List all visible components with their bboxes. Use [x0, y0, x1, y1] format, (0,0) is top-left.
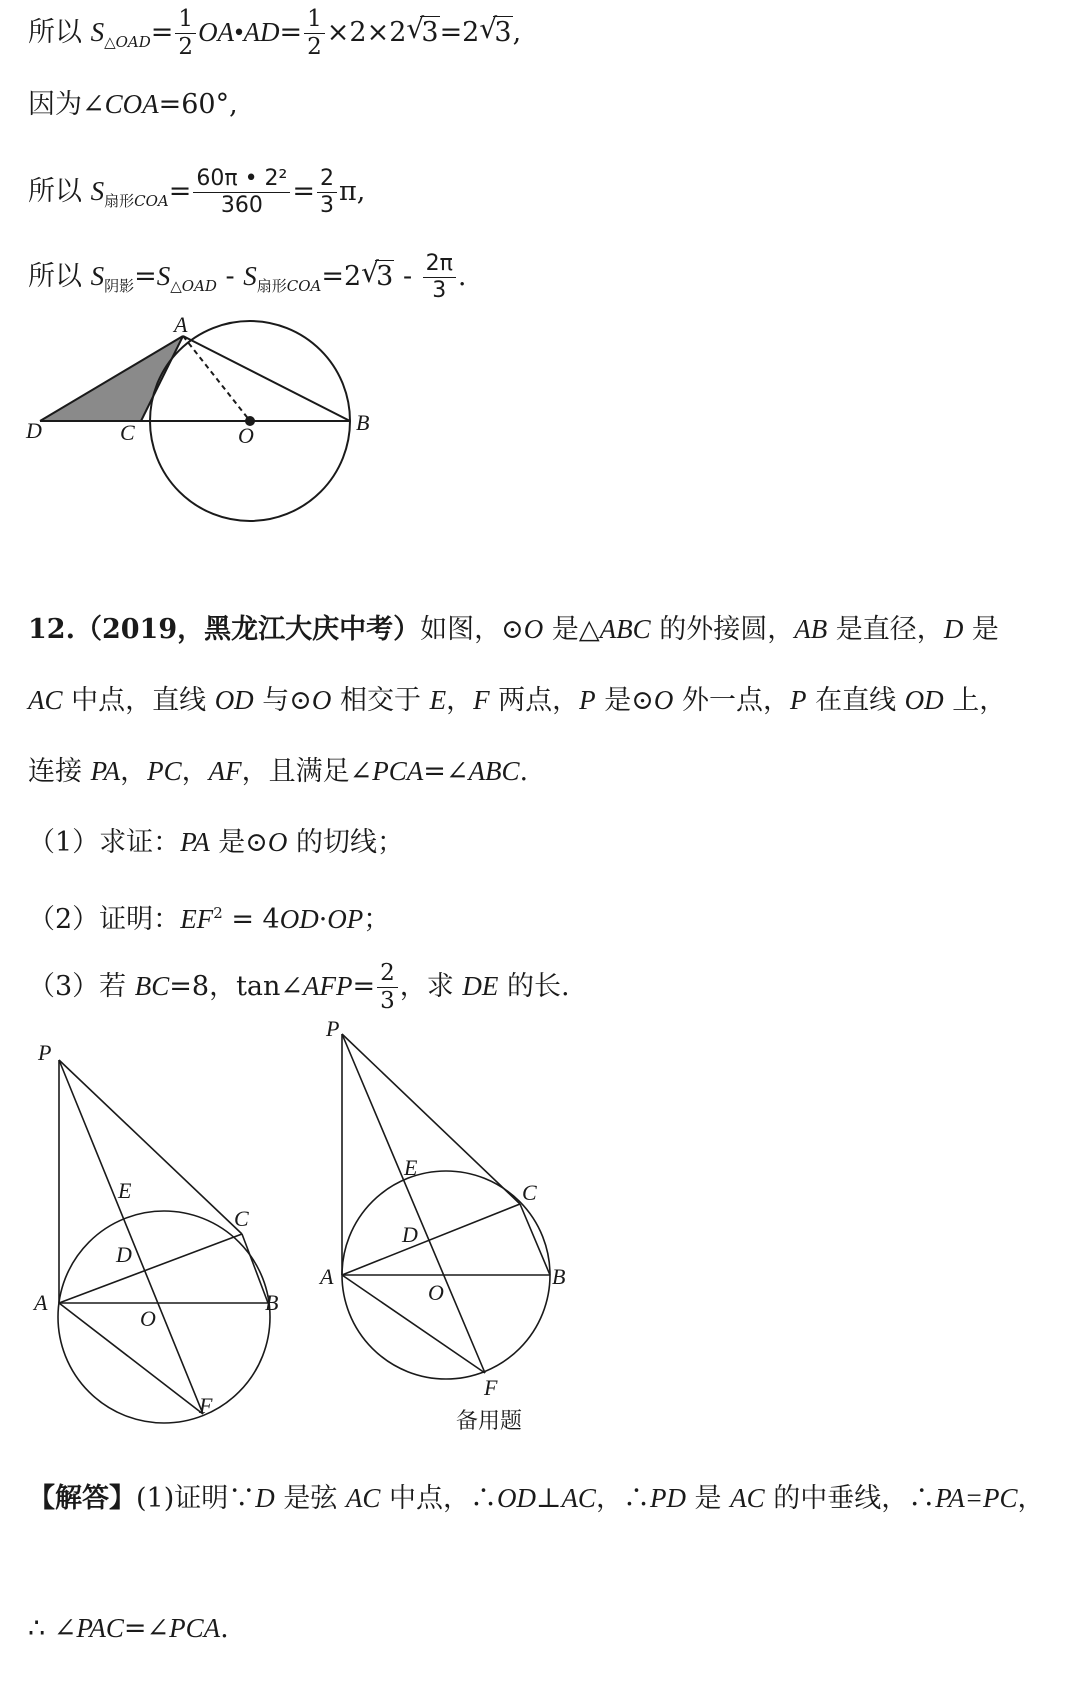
text: = [292, 176, 315, 207]
denominator: 360 [220, 193, 263, 218]
figure-3-caption: 备用题 [456, 1409, 523, 1434]
problem-12-line-3 [28, 751, 528, 792]
var: PCA [169, 1613, 221, 1643]
text: 如图，⊙ [420, 614, 524, 645]
label-B: B [552, 1264, 566, 1289]
var: OD [214, 685, 254, 715]
subscript: COA [134, 192, 169, 210]
text: 是 [685, 1483, 731, 1514]
label-E: E [404, 1155, 418, 1180]
figure-2-diagram [30, 1030, 330, 1450]
var: O [267, 827, 288, 857]
text: ，求 [399, 971, 463, 1002]
text: · [318, 904, 328, 935]
denominator: 2 [178, 34, 194, 60]
var: OD [279, 904, 319, 934]
text: =2 [321, 261, 362, 292]
var: BC [134, 971, 170, 1001]
text: ，且满足∠ [241, 756, 373, 787]
text: (1)证明∵ [136, 1483, 256, 1514]
text: 是⊙ [209, 827, 268, 858]
text: 相交于 [331, 685, 430, 716]
text: ， [181, 756, 209, 787]
var: O [311, 685, 332, 715]
text: 两点， [489, 685, 580, 716]
var: D [255, 1483, 275, 1513]
label-P: P [326, 1016, 340, 1041]
label-C: C [120, 420, 135, 445]
text: 中点，直线 [62, 685, 215, 716]
var: EF [180, 904, 214, 934]
answer-line-1 [28, 1478, 1044, 1519]
question-1 [28, 822, 404, 863]
var: OD [497, 1483, 537, 1513]
segment-PF [59, 1060, 203, 1414]
text: 是⊙ [595, 685, 654, 716]
text: ∴ ∠ [28, 1613, 77, 1644]
segment-AC [342, 1204, 520, 1275]
var: OD [904, 685, 944, 715]
text: = [134, 261, 157, 292]
solution-line-2 [28, 84, 238, 125]
numerator: 1 [175, 8, 196, 34]
fraction-half-2 [304, 8, 325, 59]
text: . [457, 261, 467, 292]
fraction-two-thirds [317, 168, 337, 217]
text: = 4 [222, 904, 280, 935]
numerator: 2 [317, 168, 337, 193]
answer-tag: 【解答】 [28, 1483, 136, 1514]
superscript: 2 [213, 904, 223, 922]
var: DE [462, 971, 499, 1001]
sqrt [479, 13, 512, 53]
solution-line-3 [28, 168, 365, 221]
label-O: O [238, 423, 254, 448]
radicand: 3 [376, 261, 394, 292]
text: 上， [943, 685, 1007, 716]
text: - [216, 261, 244, 292]
text: =8，tan∠ [169, 971, 304, 1002]
var: AFP [303, 971, 353, 1001]
label-O: O [428, 1280, 444, 1305]
label-D: D [26, 418, 42, 443]
question-3 [28, 962, 570, 1013]
text: 是△ [543, 614, 600, 645]
denominator: 3 [432, 278, 447, 303]
label-A: A [34, 1290, 48, 1315]
var: AC [345, 1483, 381, 1513]
sqrt [406, 13, 439, 53]
denominator: 3 [320, 193, 334, 218]
var: PD [649, 1483, 686, 1513]
label-P: P [38, 1040, 52, 1065]
text: （3）若 [28, 971, 135, 1002]
text: 与⊙ [253, 685, 312, 716]
subscript: △OAD [170, 277, 217, 295]
text: , [512, 17, 522, 48]
var: OP [327, 904, 364, 934]
segment-AB [183, 336, 350, 421]
radicand: 3 [494, 17, 512, 48]
text: ×2×2 [326, 17, 407, 48]
var: O [523, 614, 544, 644]
var-S: S [243, 261, 257, 291]
var: PCA [372, 756, 424, 786]
subscript: COA [286, 277, 322, 295]
var: ABC [599, 614, 651, 644]
label-C: C [234, 1206, 249, 1231]
problem-number: 12. [28, 614, 75, 645]
numerator: 1 [304, 8, 325, 34]
label-A: A [320, 1264, 334, 1289]
var: AB [794, 614, 828, 644]
text: 在直线 [806, 685, 905, 716]
text: 是直径， [827, 614, 944, 645]
question-2 [28, 893, 390, 940]
text: = [279, 17, 303, 48]
var-S: S [90, 17, 105, 47]
answer-line-2 [28, 1608, 229, 1649]
label-B: B [265, 1290, 279, 1315]
text: = [150, 17, 174, 48]
label-D: D [116, 1242, 132, 1267]
segment-PF [342, 1034, 485, 1373]
text: 因为 [28, 89, 82, 120]
text: 连接 [28, 756, 91, 787]
label-B: B [356, 410, 370, 435]
var: PC [147, 756, 182, 786]
text: 的切线； [287, 827, 405, 858]
problem-source: （2019，黑龙江大庆中考） [74, 614, 421, 645]
text: 所以 [28, 17, 82, 48]
numerator: 2 [377, 962, 398, 988]
segment-PC [59, 1060, 242, 1234]
text: 中点，∴ [380, 1483, 498, 1514]
label-O: O [140, 1306, 156, 1331]
denominator: 2 [307, 34, 322, 60]
text: =∠ [123, 1613, 170, 1644]
text: π, [339, 176, 366, 207]
text: ； [363, 904, 391, 935]
label-A: A [174, 312, 188, 337]
sqrt [361, 257, 394, 297]
var: AF [208, 756, 242, 786]
text: ， [120, 756, 148, 787]
label-F: F [484, 1375, 498, 1400]
subscript: 扇形 [104, 192, 135, 210]
var: PAC [76, 1613, 124, 1643]
text: 的外接圆， [650, 614, 795, 645]
figure-3-diagram [320, 1010, 600, 1400]
text: 是弦 [274, 1483, 346, 1514]
text: 的长. [498, 971, 570, 1002]
var: E [429, 685, 447, 715]
var: O [653, 685, 674, 715]
expr: OA•AD [198, 17, 280, 47]
problem-12-line-2 [28, 680, 1006, 721]
label-C: C [522, 1180, 537, 1205]
text: 外一点， [673, 685, 790, 716]
angle-symbol: ∠ [82, 89, 105, 120]
segment-PC [342, 1034, 520, 1204]
segment-AF [59, 1303, 203, 1414]
text: 所以 [28, 261, 82, 292]
text: 的中垂线，∴ [764, 1483, 936, 1514]
var: AC [730, 1483, 765, 1513]
var-S: S [90, 261, 105, 291]
text: ， [446, 685, 474, 716]
numerator: 2π [423, 253, 456, 278]
solution-line-4 [28, 253, 467, 306]
text: = [352, 971, 376, 1002]
subscript: 扇形 [256, 277, 287, 295]
text: =60°, [158, 89, 238, 120]
text: 是 [963, 614, 999, 645]
figure-1-diagram [20, 312, 420, 570]
text: =∠ [423, 756, 469, 787]
var: D [943, 614, 964, 644]
label-D: D [402, 1222, 418, 1247]
solution-line-1 [28, 8, 521, 62]
fraction-half [175, 8, 196, 59]
var-S: S [156, 261, 171, 291]
segment-CB [520, 1204, 550, 1275]
var: PA=PC [935, 1483, 1018, 1513]
segment-AO-dashed [183, 336, 250, 421]
denominator: 3 [380, 988, 395, 1014]
var: F [473, 685, 490, 715]
fraction-two-thirds [377, 962, 398, 1013]
var: P [789, 685, 807, 715]
var: COA [104, 89, 159, 119]
text: 所以 [28, 176, 82, 207]
var: AC [561, 1483, 596, 1513]
fraction-sector [193, 168, 290, 217]
radicand: 3 [421, 17, 439, 48]
var: ABC [468, 756, 520, 786]
label-E: E [118, 1178, 132, 1203]
var: PA [90, 756, 121, 786]
text: . [220, 1613, 229, 1644]
text: （1）求证： [28, 827, 181, 858]
var-S: S [90, 176, 105, 206]
text: =2 [439, 17, 480, 48]
subscript: 阴影 [104, 277, 135, 295]
var: P [579, 685, 596, 715]
fraction-two-pi-thirds [423, 253, 456, 302]
text: ， [1017, 1483, 1045, 1514]
text: . [519, 756, 529, 787]
text: = [168, 176, 192, 207]
problem-12-line-1 [28, 609, 999, 650]
text: ⊥ [536, 1483, 562, 1514]
subscript: △OAD [104, 33, 151, 51]
var: PA [180, 827, 210, 857]
text: ，∴ [595, 1483, 650, 1514]
label-F: F [199, 1393, 213, 1418]
numerator: 60π • 2² [193, 168, 290, 193]
var: AC [28, 685, 63, 715]
text: - [394, 261, 421, 292]
text: （2）证明： [28, 904, 181, 935]
